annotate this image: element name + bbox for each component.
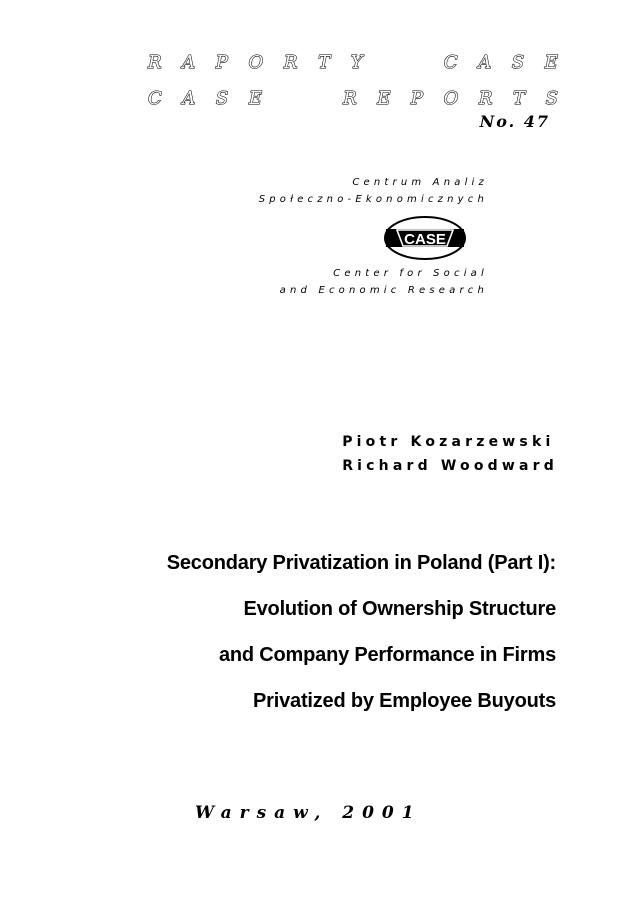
series-letter: O <box>248 52 264 73</box>
institution-english-line-2: and Economic Research <box>279 285 488 296</box>
series-title-line-1 <box>148 52 558 74</box>
series-letter: S <box>545 88 558 109</box>
title-line: Privatized by Employee Buyouts <box>253 690 556 712</box>
series-letter: A <box>182 88 196 109</box>
title-line: Secondary Privatization in Poland (Part I): <box>166 552 556 574</box>
series-letter: S <box>215 88 229 109</box>
institution-polish-line-1: Centrum Analiz <box>352 177 488 188</box>
institution-english-line-1: Center for Social <box>333 268 488 279</box>
title-line: and Company Performance in Firms <box>218 644 556 666</box>
institution-polish <box>259 174 488 208</box>
institution-polish-line-2: Społeczno-Ekonomicznych <box>258 194 488 205</box>
series-letter: R <box>343 88 357 109</box>
series-letter: O <box>443 88 459 109</box>
series-letter: P <box>215 52 228 73</box>
series-letter: E <box>248 88 262 109</box>
authors <box>342 430 558 478</box>
place-and-year: Warsaw, 2001 <box>195 803 422 823</box>
series-letter: A <box>182 52 196 73</box>
author-name: Richard Woodward <box>342 458 558 474</box>
series-letter: R <box>478 88 493 109</box>
case-logo-text: CASE <box>404 231 446 248</box>
series-letter: C <box>443 52 458 73</box>
series-letter: R <box>283 52 298 73</box>
series-letter: P <box>410 88 424 109</box>
case-logo <box>383 215 467 261</box>
series-letter: A <box>478 52 492 73</box>
series-gap <box>283 88 323 110</box>
series-title-line-2 <box>148 88 558 110</box>
series-letter: S <box>511 52 525 73</box>
series-letter: T <box>513 88 526 109</box>
series-letter: Y <box>350 52 363 73</box>
series-letter: T <box>318 52 331 73</box>
document-title <box>100 540 556 724</box>
institution-english <box>280 265 488 299</box>
title-line: Evolution of Ownership Structure <box>243 598 556 620</box>
series-letter: R <box>148 52 162 73</box>
series-gap <box>383 52 423 74</box>
series-letter: E <box>544 52 558 73</box>
series-letter: C <box>148 88 162 109</box>
author-name: Piotr Kozarzewski <box>342 434 555 450</box>
series-letter: E <box>377 88 391 109</box>
series-number: No. 47 <box>479 112 550 131</box>
